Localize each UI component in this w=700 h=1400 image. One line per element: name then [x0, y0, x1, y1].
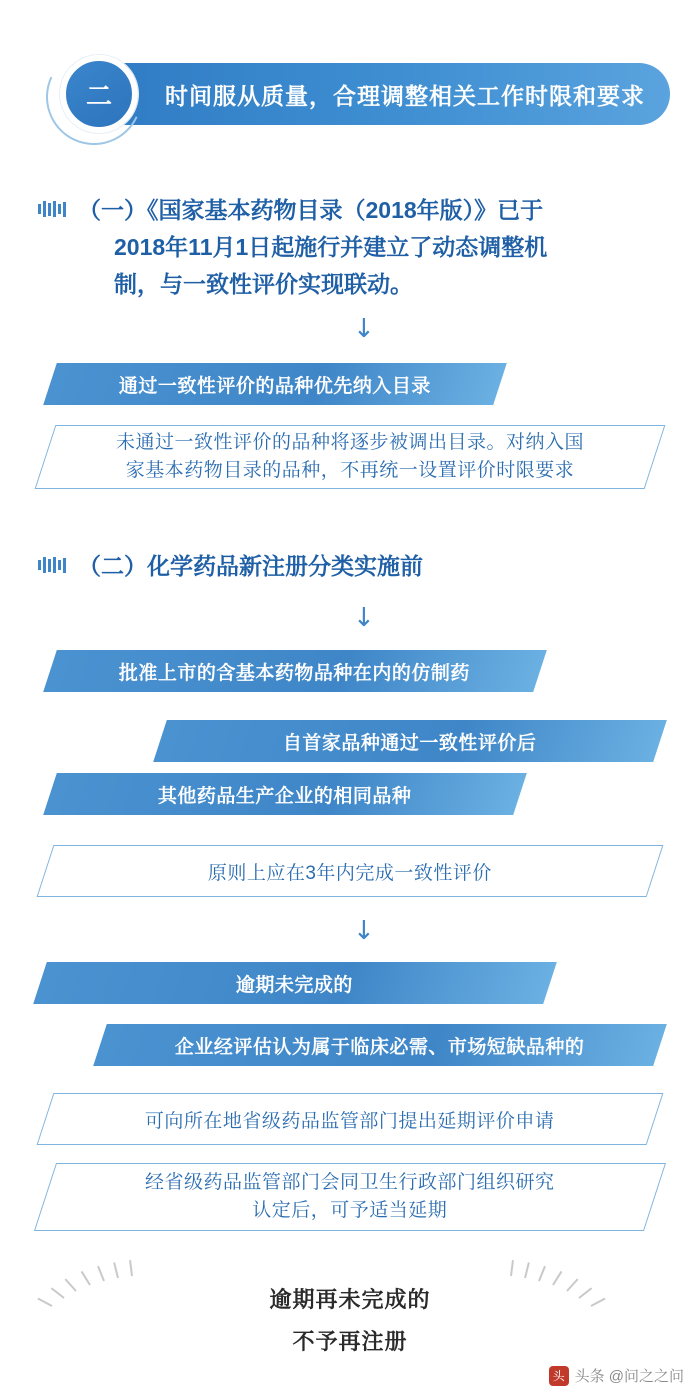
flow1-banner-1: [43, 363, 507, 405]
flow2-banner-2-label: 自首家品种通过一致性评价后: [283, 732, 537, 754]
flow1-banner-2: [35, 425, 666, 489]
flow2-banner-8-line-1: 经省级药品监管部门会同卫生行政部门组织研究: [145, 1172, 555, 1193]
section-1-heading: [38, 192, 668, 303]
flow1-banner-2-line-2: 家基本药物目录的品种，不再统一设置评价时限要求: [125, 460, 575, 481]
watermark-text: 头条 @问之之问: [574, 1368, 684, 1385]
flow2-banner-4: [37, 845, 664, 897]
flow2-banner-5-label: 逾期未完成的: [236, 974, 354, 996]
flow2-banner-5: [33, 962, 557, 1004]
header-number: 二: [85, 80, 112, 111]
flow1-banner-2-label: [116, 429, 584, 485]
flow2-banner-8-label: [145, 1169, 555, 1225]
flow2-banner-7-label: 可向所在地省级药品监管部门提出延期评价申请: [145, 1110, 555, 1132]
flow2-banner-3: [43, 773, 527, 815]
flow1-banner-1-label: 通过一致性评价的品种优先纳入目录: [118, 375, 431, 397]
header-number-badge: [60, 55, 138, 133]
section-1-line-1: （一）《国家基本药物目录（2018年版）》已于: [78, 197, 544, 223]
flow1-banner-2-line-1: 未通过一致性评价的品种将逐步被调出目录。对纳入国: [115, 432, 584, 453]
section-header: [30, 55, 670, 133]
flow2-banner-1-label: 批准上市的含基本药物品种在内的仿制药: [119, 662, 471, 684]
flow2-banner-6-label: 企业经评估认为属于临床必需、市场短缺品种的: [175, 1036, 585, 1058]
watermark: [549, 1365, 684, 1386]
section-2-heading: [38, 548, 668, 585]
arrow-down-icon: ↓: [353, 314, 375, 344]
section-2-text: （二）化学药品新注册分类实施前: [78, 553, 423, 579]
flow2-banner-8-line-2: 认定后，可予适当延期: [252, 1200, 448, 1221]
flow2-banner-6: [93, 1024, 667, 1066]
bars-icon: [38, 201, 72, 217]
header-banner: [90, 63, 670, 125]
flow2-banner-8: [34, 1163, 666, 1231]
flow2-banner-2: [153, 720, 667, 762]
section-1-line-3: 制，与一致性评价实现联动。: [114, 271, 413, 297]
section-1-line-2: 2018年11月1日起施行并建立了动态调整机: [114, 234, 548, 260]
bars-icon: [38, 557, 72, 573]
section-1-text: [78, 192, 547, 303]
header-title: 时间服从质量，合理调整相关工作时限和要求: [165, 82, 645, 109]
footer-line-1: 逾期再未完成的: [269, 1287, 431, 1312]
flow2-banner-7: [37, 1093, 664, 1145]
flow2-banner-1: [43, 650, 547, 692]
arrow-down-icon: ↓: [353, 603, 375, 633]
footer-line-2: 不予再注册: [292, 1329, 408, 1354]
flow2-banner-3-label: 其他药品生产企业的相同品种: [158, 785, 412, 807]
flow2-banner-4-label: 原则上应在3年内完成一致性评价: [207, 862, 493, 884]
arrow-down-icon: ↓: [353, 916, 375, 946]
watermark-logo-icon: 头: [549, 1366, 569, 1386]
